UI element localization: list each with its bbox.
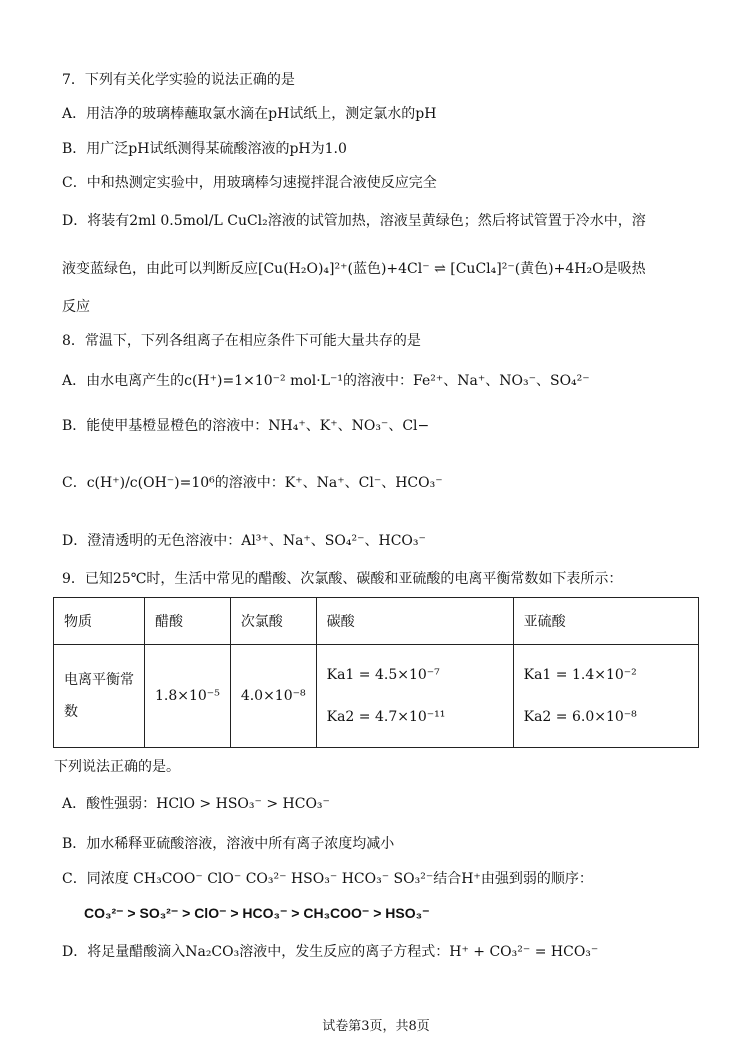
hypochlorous-ka: 4.0×10⁻⁸ (230, 645, 316, 748)
q8-option-d: D．澄清透明的无色溶液中：Al³⁺、Na⁺、SO₄²⁻、HCO₃⁻ (62, 533, 426, 549)
acetic-ka: 1.8×10⁻⁵ (145, 645, 231, 748)
q7-option-d-line2: 液变蓝绿色，由此可以判断反应[Cu(H₂O)₄]²⁺(蓝色)+4Cl⁻ ⇌ [CuCl₄]²⁻(黄色)+4H₂O是吸热 (62, 261, 646, 277)
row-label: 电离平衡常数 (54, 645, 145, 748)
q8-option-b: B．能使甲基橙显橙色的溶液中：NH₄⁺、K⁺、NO₃⁻、Cl− (62, 418, 430, 434)
q7-option-c: C．中和热测定实验中，用玻璃棒匀速搅拌混合液使反应完全 (62, 175, 437, 191)
carbonic-ka2: Ka2 = 4.7×10⁻¹¹ (326, 709, 446, 725)
header-carbonic-acid: 碳酸 (316, 598, 513, 645)
q7-option-d-line3: 反应 (62, 299, 90, 315)
header-sulfurous-acid: 亚硫酸 (513, 598, 698, 645)
carbonic-ka-cell (316, 645, 513, 748)
sulfurous-ka-cell (513, 645, 698, 748)
q8-option-a: A．由水电离产生的c(H⁺)=1×10⁻² mol·L⁻¹的溶液中：Fe²⁺、Na⁺、NO₃⁻、SO₄²⁻ (62, 373, 590, 389)
q8-stem: 8．常温下，下列各组离子在相应条件下可能大量共存的是 (62, 333, 421, 349)
ionization-constant-table (53, 597, 699, 748)
page-footer: 试卷第3页，共8页 (322, 1019, 430, 1034)
q7-option-a: A．用洁净的玻璃棒蘸取氯水滴在pH试纸上，测定氯水的pH (62, 106, 437, 122)
q7-option-d-line1: D．将装有2ml 0.5mol/L CuCl₂溶液的试管加热，溶液呈黄绿色；然后将试管置于冷水中，溶 (62, 213, 646, 229)
q9-option-b: B．加水稀释亚硫酸溶液，溶液中所有离子浓度均减小 (62, 836, 395, 852)
q9-stem: 9．已知25℃时，生活中常见的醋酸、次氯酸、碳酸和亚硫酸的电离平衡常数如下表所示： (62, 571, 623, 587)
q9-option-d: D．将足量醋酸滴入Na₂CO₃溶液中，发生反应的离子方程式：H⁺ + CO₃²⁻ = HCO₃⁻ (62, 944, 599, 960)
header-hypochlorous-acid: 次氯酸 (230, 598, 316, 645)
q7-option-b: B．用广泛pH试纸测得某硫酸溶液的pH为1.0 (62, 141, 347, 157)
q9-option-a: A．酸性强弱：HClO > HSO₃⁻ > HCO₃⁻ (62, 796, 330, 812)
table-row (54, 645, 699, 748)
table-header-row (54, 598, 699, 645)
q9-option-c-line2: CO₃²⁻ > SO₃²⁻ > ClO⁻ > HCO₃⁻ > CH₃COO⁻ > HSO₃⁻ (84, 905, 430, 921)
header-substance: 物质 (54, 598, 145, 645)
q8-option-c: C．c(H⁺)/c(OH⁻)=10⁶的溶液中：K⁺、Na⁺、Cl⁻、HCO₃⁻ (62, 475, 443, 491)
carbonic-ka1: Ka1 = 4.5×10⁻⁷ (326, 667, 440, 683)
q7-stem: 7．下列有关化学实验的说法正确的是 (62, 72, 295, 88)
sulfurous-ka1: Ka1 = 1.4×10⁻² (523, 667, 637, 683)
q9-after-table: 下列说法正确的是。 (54, 759, 180, 775)
header-acetic-acid: 醋酸 (145, 598, 231, 645)
sulfurous-ka2: Ka2 = 6.0×10⁻⁸ (523, 709, 637, 725)
q9-option-c-line1: C．同浓度 CH₃COO⁻ ClO⁻ CO₃²⁻ HSO₃⁻ HCO₃⁻ SO₃²⁻结合H⁺由强到弱的顺序： (62, 871, 593, 887)
